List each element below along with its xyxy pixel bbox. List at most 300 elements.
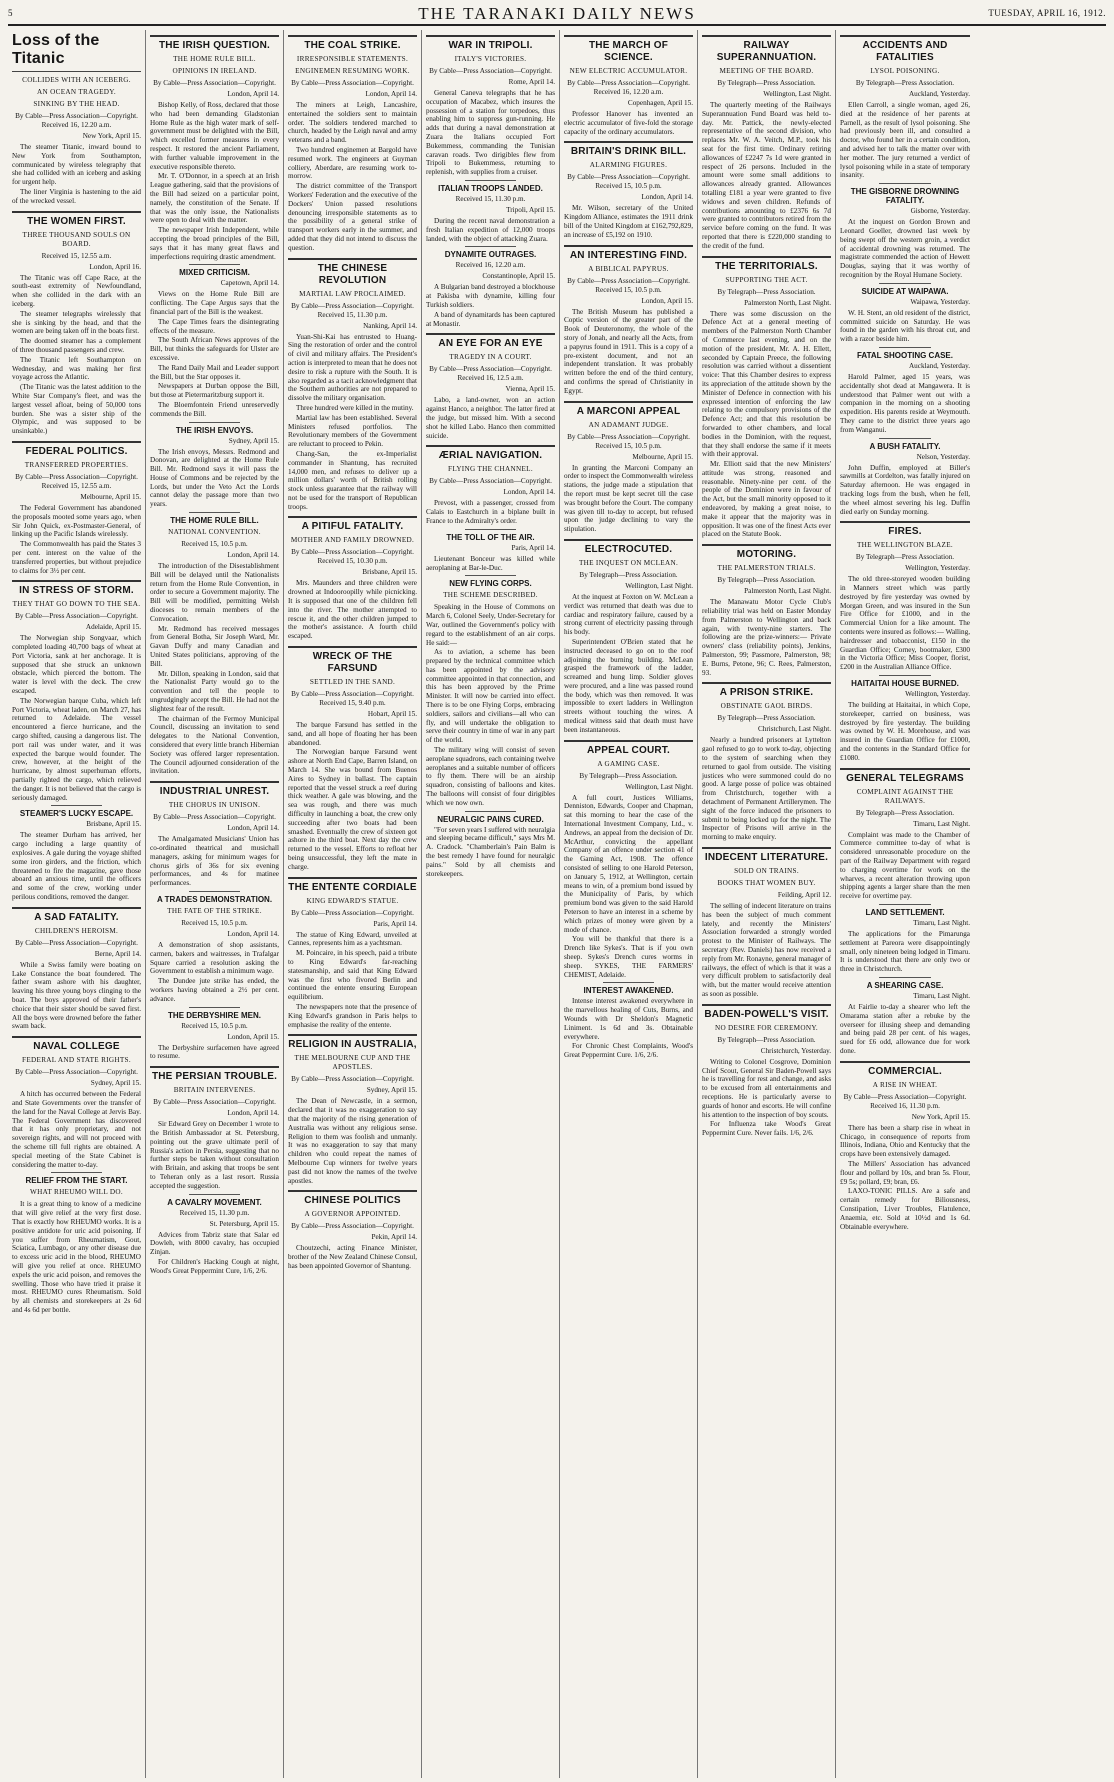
article-paragraph: W. H. Stent, an old resident of the district, committed suicide on Saturday. He was found in the garden with his throat cut, and with a razor beside him. (840, 308, 970, 344)
article-paragraph: Complaint was made to the Chamber of Commerce committee to-day of what is considered unreasonable procedure on the part of the Railway Department with regard to charging overtime for work on the wharves, a recent alteration throwing upon shipping agents a larger share than the men receive for overtime pay. (840, 830, 970, 901)
article-subheading: OPINIONS IN IRELAND. (172, 67, 257, 75)
article-paragraph: The miners at Leigh, Lancashire, entertained the soldiers sent to maintain order. The soldiers tendered marched to church, headed by the Leigh naval and army veterans and a band. (288, 101, 417, 145)
article-headline: THE TOLL OF THE AIR. (446, 532, 535, 542)
article-subheading: THE HOME RULE BILL. (173, 55, 256, 63)
article-headline: A TRADES DEMONSTRATION. (156, 894, 273, 904)
article-byline: By Cable—Press Association—Copyright. (15, 938, 138, 947)
article-subheading: MEETING OF THE BOARD. (719, 67, 814, 75)
article-subheading: AN ADAMANT JUDGE. (588, 420, 669, 429)
article-byline: By Cable—Press Association—Copyright. Received 16, 12.5 a.m. (429, 365, 552, 383)
article-headline: THE CHINESE REVOLUTION (317, 262, 388, 286)
article (288, 35, 417, 253)
article-paragraph: The Titanic was off Cape Race, at the south-east extremity of Newfoundland, when she collided in the dark with an iceberg. (12, 273, 141, 308)
article-paragraph: Three hundred were killed in the mutiny. (296, 403, 414, 412)
article-subheading: THE WELLINGTON BLAZE. (856, 541, 954, 550)
article-paragraph: The steamer telegraphs wirelessly that she is sinking by the head, and that the women are being taken off in the boats first. (12, 309, 141, 336)
article-headline: LAND SETTLEMENT. (865, 908, 945, 918)
article-headline: NEURALGIC PAINS CURED. (437, 814, 544, 824)
article-paragraph: General Caneva telegraphs that he has occupation of Macabez, which insures the possession of a station for torpedoes, thus enabling him to suppress gun-running. He adds that during a naval demonstration at Zuara the Italians occupied Fort Bukemmess, commanding the Tunisian caravan roads. Two dirigibles flew from Tripoli to Bukemmess, returning to replenish, with supplies from a cruiser. (426, 89, 555, 177)
article-dateline: London, April 14. (227, 551, 279, 560)
column-rule (702, 544, 831, 546)
article-byline: By Cable—Press Association—Copyright. Received 15, 11.30 p.m. (291, 301, 414, 319)
article-paragraph: The South African News approves of the Bill, but thinks the safeguards for Ulster are excessive. (150, 336, 279, 362)
article (150, 1194, 279, 1276)
article-byline: By Cable—Press Association—Copyright. (429, 67, 552, 75)
article-subheading: THE PALMERSTON TRIALS. (717, 564, 816, 573)
article (150, 35, 279, 261)
article-dateline: Gisborne, Yesterday. (910, 207, 970, 216)
article (564, 740, 693, 980)
article-dateline: London, April 16. (89, 262, 141, 271)
article-headline: FIRES. (888, 526, 922, 538)
article (840, 904, 970, 974)
article-headline: MIXED CRITICISM. (179, 268, 250, 278)
article-dateline: Copenhagen, April 15. (627, 99, 693, 107)
article-paragraph: The Amalgamated Musicians' Union has co-ordinated theatrical and musichall managers, asking for minimum wages for chorus girls of 36s for six evening performances, and 4s for matinee performances. (150, 835, 279, 888)
article-paragraph: There was some discussion on the Defence Act at a general meeting of members of the Palmerston North Chamber of Commerce last evening, and on the motion of the president, Mr. A. H. Ellett, seconded by Captain Preece, the following resolution was carried without a dissentient voice: That this Chamber desires to express its appreciation of the attitude shown by the Minister of Defence in connection with his expressed intention of enforcing the law relating to the compulsory provisions of the Defence Act; and that this resolution be forwarded to other chambers, and local bodies in the Dominion, with the request, that they shall endorse the same if it meets with their approval. (702, 309, 831, 459)
article-headline: ITALIAN TROOPS LANDED. (438, 183, 543, 193)
article-subheading: THE CHORUS IN UNISON. (168, 801, 261, 810)
section-divider (879, 977, 931, 978)
article-byline: By Telegraph—Press Association. (855, 79, 955, 87)
article-subheading: TRAGEDY IN A COURT. (449, 353, 532, 362)
article-paragraph: Professor Hanover has invented an electric accumulator of five-fold the storage capacity of the ordinary accumulators. (564, 110, 693, 136)
article-byline: By Telegraph—Press Association. (717, 714, 816, 723)
article-subheading: KING EDWARD'S STATUE. (306, 896, 399, 905)
article-dateline: Pekin, April 14. (371, 1233, 417, 1242)
column-rule (288, 516, 417, 518)
article-headline: RAILWAY SUPERANNUATION. (716, 40, 817, 63)
article-headline: A BUSH FATALITY. (869, 441, 941, 451)
article-subheading: FEDERAL AND STATE RIGHTS. (22, 1056, 131, 1065)
column-rule (426, 35, 555, 37)
article-dateline: Palmerston North, Last Night. (744, 298, 831, 307)
article (702, 256, 831, 540)
article (150, 1066, 279, 1190)
article-byline: By Telegraph—Press Association. (579, 771, 678, 780)
article-paragraph: The Federal Government has abandoned the proposals mooted some years ago, when Sir John Quick, ex-Postmaster-General, of linking up the Pacific Islands wirelessly. (12, 503, 141, 539)
news-column (698, 30, 836, 1778)
section-divider (879, 904, 931, 905)
article (12, 1036, 141, 1169)
article-byline: By Cable—Press Association—Copyright. (153, 813, 276, 822)
article-byline: By Telegraph—Press Association. (717, 1035, 816, 1044)
article-headline: ELECTROCUTED. (584, 543, 673, 555)
article-paragraph: The district committee of the Transport Workers' Federation and the executive of the Dockers' Union passed resolutions denouncing irresponsible statements as to the possibility of a general strike of transport workers early in the summer, and added that they did not intend to discuss the question. (288, 182, 417, 252)
article-dateline: London, April 14. (227, 824, 279, 833)
article (12, 1172, 141, 1314)
section-divider (189, 891, 241, 892)
article (288, 1190, 417, 1270)
article-headline: APPEAL COURT. (587, 744, 670, 756)
article-dateline: Nanking, April 14. (363, 321, 417, 330)
article-headline: THE TERRITORIALS. (715, 260, 818, 272)
article-dateline: Christchurch, Yesterday. (760, 1046, 831, 1055)
article (426, 445, 555, 525)
article-paragraph: Two hundred enginemen at Bargold have resumed work. The engineers at Guyman colliery, Aberdare, are resuming work to-morrow. (288, 145, 417, 181)
article-headline: A CAVALRY MOVEMENT. (167, 1197, 262, 1207)
article-byline: By Telegraph—Press Association. (855, 553, 955, 562)
section-divider (879, 675, 931, 676)
article (840, 347, 970, 435)
article-headline: IN STRESS OF STORM. (19, 585, 134, 597)
article-paragraph: Nearly a hundred prisoners at Lyttelton gaol refused to go to work to-day, objecting to the system of searching when they returned to gaol from outside. The visiting justices who were summoned could do no good. A large posse of police was obtained from Christchurch, together with a detachment of Permanent Artillerymen. The sight of the force induced the prisoners to submit to being locked up for the night. The Inspector of Prisons will arrive in the morning to make enquiry. (702, 736, 831, 842)
article (840, 183, 970, 280)
article-headline: WAR IN TRIPOLI. (448, 40, 533, 51)
article-dateline: London, April 14. (227, 90, 279, 98)
article-dateline: London, April 15. (641, 296, 693, 305)
article-paragraph: Intense interest awakened everywhere in the marvellous healing of Cuts, Burns, and Wounds with Dr Sheldon's Magnetic Liniment. 1s 6d and 3s. Obtainable everywhere. (564, 997, 693, 1041)
article-paragraph: The Rand Daily Mail and Leader support the Bill, but the Star opposes it. (150, 363, 279, 381)
article-paragraph: At Fairlie to-day a shearer who left the Omarama station after a rebuke by the overseer for illusing sheep and demanding and being paid 28 per cent. of his wages, sued for £6 odd, allowance due for work done. (840, 1003, 970, 1055)
article-dateline: Wellington, Yesterday. (905, 690, 970, 699)
column-rule (564, 245, 693, 247)
section-divider (879, 438, 931, 439)
article-headline: MOTORING. (736, 549, 797, 561)
article (564, 141, 693, 239)
article-headline: WRECK OF THE FARSUND (312, 651, 393, 675)
article-byline: By Telegraph—Press Association. (717, 576, 816, 585)
article (12, 580, 141, 802)
article-byline: By Cable—Press Association—Copyright. (153, 1098, 276, 1107)
article-headline: RELIGION IN AUSTRALIA, (288, 1039, 417, 1051)
article (426, 529, 555, 573)
article (702, 35, 831, 251)
column-rule (564, 401, 693, 403)
article-dateline: New York, April 15. (911, 1112, 970, 1121)
article-dateline: Nelson, Yesterday. (916, 452, 970, 461)
news-column (422, 30, 560, 1778)
column-rule (840, 768, 970, 770)
article-subheading: CHILDREN'S HEROISM. (34, 926, 119, 935)
article-byline: By Cable—Press Association—Copyright. Received 16, 11.30 p.m. (843, 1092, 967, 1110)
article-paragraph: The liner Virginia is hastening to the aid of the wrecked vessel. (12, 187, 141, 205)
article (288, 646, 417, 872)
article-headline: NEW FLYING CORPS. (449, 579, 532, 589)
article-paragraph: The Norwegian barque Farsund went ashore at North End Cape, Barren Island, on March 14. She was bound from Buenos Aires to Sydney in ballast. The captain reported that the vessel struck a reef during thick weather. A gale was blowing, and the sea was rough, and there was much difficulty in launching a boat, the crew only succeeding after two boats had been smashed. Eventually the crew of sixteen got ashore in the third boat. Next day the crew returned to the vessel. Efforts to refloat her being unsuccessful, they left the mate in charge. (288, 748, 417, 871)
article-dateline: Sydney, April 15. (90, 1079, 141, 1088)
column-rule (564, 35, 693, 37)
article-dateline: Tripoli, April 15. (506, 205, 555, 214)
article (840, 521, 970, 672)
article-byline: By Cable—Press Association—Copyright. Received 15, 10.5 p.m. (567, 432, 690, 450)
section-divider (189, 1194, 241, 1195)
article-paragraph: The introduction of the Disestablishment Bill will be delayed until the Nationalists return from the Home Rule Convention, in order to secure a Government majority. The Bill will be modified, permitting Welsh dioceses to remain members of the Convocation. (150, 562, 279, 623)
article (12, 211, 141, 436)
column-rule (564, 740, 693, 742)
article-subheading: A BIBLICAL PAPYRUS. (588, 264, 669, 273)
article-paragraph: The old three-storeyed wooden building in Manners street which was partly destroyed by fire yesterday was owned by Morgan Green, and was insured in the Sun Fire Office for £1000, and in the Commercial Union for a like amount. The contents were insured as follows:— Walling, hairdresser and tobacconist, £150 in the Guardian Office; Corney, bootmaker, £300 in the Victoria Office; Miss Cooper, florist, £200 in the Australian Alliance Office. (840, 575, 970, 672)
newspaper-title: THE TARANAKI DAILY NEWS (418, 4, 696, 23)
masthead (8, 4, 1106, 26)
column-rule (12, 441, 141, 443)
article-dateline: Paris, April 14. (511, 543, 555, 552)
article-headline: FEDERAL POLITICS. (25, 445, 128, 457)
article-paragraph: The Irish envoys, Messrs. Redmond and Donovan, are delighted at the Home Rule Bill. Mr. Redmond says it will pass the House of Commons and be rejected by the Lords, but under the Veto Act the Lords cannot delay the passage more than two years. (150, 447, 279, 509)
column-rule (288, 35, 417, 37)
article-dateline: London, April 14. (227, 1109, 279, 1118)
article-headline: THE DERBYSHIRE MEN. (168, 1010, 261, 1020)
article-subheading: IRRESPONSIBLE STATEMENTS. (296, 55, 409, 63)
article (564, 245, 693, 396)
article (150, 1007, 279, 1062)
article-byline: By Cable—Press Association—Copyright. (153, 79, 276, 87)
article (564, 982, 693, 1060)
article-byline: By Cable—Press Association—Copyright. Received 15, 9.40 p.m. (291, 690, 414, 708)
article-subheading: THEY THAT GO DOWN TO THE SEA. (12, 600, 141, 609)
article-paragraph: A Bulgarian band destroyed a blockhouse at Pakisba with dynamite, killing four Turkish soldiers. (426, 283, 555, 309)
article-paragraph: The Titanic left Southampton on Wednesday, and was making her first voyage across the Atlantic. (12, 355, 141, 382)
issue-date: TUESDAY, APRIL 16, 1912. (988, 8, 1106, 18)
article-paragraph: The Manawatu Motor Cycle Club's reliability trial was held on Easter Monday from Palmerston to Wellington and back again, with twenty-nine starters. The following are the prize-winners:— Private owners' class (reliability points), Jenkins, Palmerston, 99; Passmore, Palmerston, 98; E. Burns, Petone, 96; C. Rees, Palmerston, 93. (702, 598, 831, 677)
article-paragraph: Mr. Dillon, speaking in London, said that the Nationalist Party would go to the convention and tell the people to ungrudgingly accept the Bill. He had not the slightest fear of the result. (150, 669, 279, 713)
article-headline: THE GISBORNE DROWNING FATALITY. (850, 187, 960, 206)
article-paragraph: There has been a sharp rise in wheat in Chicago, in consequence of reports from Illinois, Indiana, Ohio and Kentucky that the crops have been extensively damaged. (840, 1123, 970, 1159)
article (288, 258, 417, 512)
article-byline: By Cable—Press Association—Copyright. Received 15, 10.30 p.m. (291, 548, 414, 566)
section-divider (465, 811, 517, 812)
article-paragraph: Advices from Tabriz state that Salar ed Dowleh, with 8000 cavalry, has occupied Zinjan. (150, 1230, 279, 1257)
article-paragraph: The Norwegian barque Cuba, which left Port Victoria, wheat laden, on March 27, has returned to Adelaide. The vessel encountered a fierce hurricane, and the cargo shifted, causing a dangerous list. The port rail was under water, and it was expected the barque would founder. The crew, however, at the height of the hurricane, by almost superhuman efforts, partially righted the cargo, which relieved the danger. It is not believed that the cargo is seriously damaged. (12, 696, 141, 802)
article-dateline: Auckland, Yesterday. (908, 90, 970, 98)
article-paragraph: The Cape Times fears the disintegrating effects of the measure. (150, 317, 279, 335)
article (12, 32, 141, 206)
article-headline: THE IRISH ENVOYS. (175, 425, 254, 435)
article-subheading: A RISE IN WHEAT. (872, 1080, 938, 1089)
article-paragraph: Chang-San, the ex-Imperialist commander in Shantung, has recruited 14,000 men, and refuses to deliver up a million dollars' worth of British rolling stock unless guarantee that the railway will not be used for the transport of Republican troops. (288, 449, 417, 511)
article-headline: SUICIDE AT WAIPAWA. (861, 286, 949, 296)
article-paragraph: For Chronic Chest Complaints, Wood's Great Peppermint Cure. 1/6, 2/6. (564, 1042, 693, 1060)
column-rule (840, 521, 970, 523)
article-paragraph: The steamer Titanic, inward bound to New York from Southampton, communicated by wireless telegraphy that she had collided with an iceberg and asking for urgent help. (12, 143, 141, 187)
article-dateline: Waipawa, Yesterday. (910, 297, 970, 306)
article-paragraph: "For seven years I suffered with neuralgia and sleeping became difficult," says Mrs M. A. Cradock. "Chamberlain's Pain Balm is the best remedy I have found for neuralgic pains." Sold by all chemists and storekeepers. (426, 825, 555, 878)
article-headline: A MARCONI APPEAL (576, 405, 681, 417)
article-subheading: AN OCEAN TRAGEDY. (37, 88, 116, 96)
article (288, 877, 417, 1030)
article (702, 847, 831, 999)
article-subheading: COLLIDES WITH AN ICEBERG. (22, 76, 131, 84)
article-paragraph: A hitch has occurred between the Federal and State Governments over the transfer of the land for the Naval College at Jervis Bay. The Federal Government has discovered that it has only proprietary, and not sovereign rights, and will not proceed with the scheme till full rights are obtained. A special meeting of the State Cabinet is considering the matter to-day. (12, 1090, 141, 1169)
article-byline: By Cable—Press Association—Copyright. Received 15, 10.5 p.m. (567, 173, 690, 191)
article (12, 907, 141, 1031)
page-number: 5 (8, 8, 13, 18)
section-divider (465, 246, 517, 247)
article (426, 811, 555, 879)
article-dateline: Wellington, Last Night. (763, 90, 831, 98)
article-dateline: Timaru, Last Night. (913, 819, 970, 828)
column-rule (288, 877, 417, 879)
article (150, 264, 279, 418)
article-headline: INDECENT LITERATURE. (704, 852, 829, 863)
article-headline: THE MARCH OF SCIENCE. (588, 40, 669, 63)
article-dateline: Brisbane, April 15. (362, 568, 417, 577)
article-headline: THE PERSIAN TROUBLE. (151, 1071, 278, 1083)
article-headline: THE ENTENTE CORDIALE (288, 881, 417, 893)
column-rule (702, 35, 831, 37)
section-divider (603, 982, 655, 983)
article-subheading: A GOVERNOR APPOINTED. (304, 1210, 401, 1219)
article-byline: Received 15, 11.30 p.m. (179, 1208, 250, 1217)
article-paragraph: The selling of indecent literature on trains has been the subject of much comment lately, and recently the Ministers' Association forwarded a strongly worded protest to the Minister of Railways. The secretary (Rev. Daniels) has now received a reply from Mr. Ronayne, general manager of railways, the effect of which is that it was a very difficult problem to satisfactorily deal with, but the matter would receive attention as soon as possible. (702, 902, 831, 998)
article-byline: Received 15, 10.5 p.m. (181, 540, 248, 549)
article-paragraph: (The Titanic was the latest addition to the White Star Company's fleet, and was the largest vessel afloat, being of 50,000 tons burden. She was a sister ship of the Olympic, and was supposed to be unsinkable.) (12, 383, 141, 436)
column-rule (702, 682, 831, 684)
article (840, 768, 970, 901)
column-rule (288, 258, 417, 260)
news-column (284, 30, 422, 1778)
article-dateline: Wellington, Yesterday. (905, 564, 970, 573)
article-paragraph: Labo, a land-owner, won an action against Hanco, a neighbor. The latter fired at the judge, but missed him. With a second shot he killed Labo. Hanco then committed suicide. (426, 396, 555, 440)
article-subheading: NEW ELECTRIC ACCUMULATOR. (569, 67, 688, 75)
column-rule (12, 211, 141, 213)
article (288, 1034, 417, 1185)
article-headline: THE WOMEN FIRST. (27, 215, 126, 227)
article-headline: RELIEF FROM THE START. (25, 1176, 128, 1186)
article-dateline: London, April 14. (641, 193, 693, 202)
article-paragraph: The doomed steamer has a complement of three thousand passengers and crew. (12, 337, 141, 354)
article (564, 539, 693, 735)
article-dateline: Vienna, April 15. (505, 385, 555, 394)
article-dateline: Hobart, April 15. (367, 710, 417, 719)
article (564, 401, 693, 534)
article-subheading: THE MELBOURNE CUP AND THE APOSTLES. (294, 1054, 411, 1072)
article-paragraph: LAXO-TONIC PILLS. Are a safe and certain remedy for Biliousness, Constipation, Liver Troubles, Flatulence, Anaemia, etc. Sold at 10½d and 1s 6d. Obtainable everywhere. (840, 1187, 970, 1231)
article (426, 333, 555, 440)
article-paragraph: Superintendent O'Brien stated that he instructed deceased to go on to the roof adjoining the burning building. McLean grasped the framework of the ladder, screamed and hung limp. Soldier gloves were procured, and a line was passed round the body, which was then removed. It was impossible to exert ladders in Wellington streets without touching the wires. A medical witness said that death must have been instantaneous. (564, 637, 693, 734)
section-divider (189, 422, 241, 423)
section-divider (189, 264, 241, 265)
article-paragraph: Mr. Elliott said that the new Ministers' attitude was strong, reasoned and reasonable. Ninety-nine per cent. of the people of the Dominion were in favour of the Act, but the small minority opposed to it endeavored, by making a great noise, to make it appear that the majority was in opposition. It was one of the finest Acts ever placed on the Statute Book. (702, 460, 831, 539)
article-headline: Loss of the Titanic (12, 32, 141, 72)
article-headline: BADEN-POWELL'S VISIT. (704, 1008, 829, 1020)
article-headline: THE HOME RULE BILL. (170, 516, 259, 526)
article-paragraph: Views on the Home Rule Bill are conflicting. The Cape Argus says that the financial part of the Bill is the weakest. (150, 290, 279, 316)
article-headline: THE COAL STRIKE. (304, 40, 401, 51)
article (564, 35, 693, 136)
article-byline: By Cable—Press Association—Copyright. (15, 1068, 138, 1077)
article-subheading: THE SCHEME DESCRIBED. (443, 591, 538, 600)
article (150, 781, 279, 888)
article-dateline: New York, April 15. (82, 132, 141, 140)
article-headline: HAITAITAI HOUSE BURNED. (851, 679, 959, 689)
article-paragraph: The chairman of the Fermoy Municipal Council, discussing an invitation to send delegates to the National Convention, considered that every little branch Hibernian Society was offered larger representation. The Council adjourned consideration of the invitation. (150, 714, 279, 776)
article (702, 544, 831, 677)
article-dateline: London, April 15. (227, 1032, 279, 1041)
article-byline: By Cable—Press Association—Copyright. (291, 1075, 414, 1084)
article-headline: ACCIDENTS AND FATALITIES (862, 40, 948, 63)
article-dateline: Palmerston North, Last Night. (744, 587, 831, 596)
column-rule (12, 907, 141, 909)
section-divider (465, 529, 517, 530)
article-dateline: London, April 14. (365, 90, 417, 98)
article-paragraph: Speaking in the House of Commons on March 6, Colonel Seely, Under-Secretary for War, outlined the Government's policy with regard to the establishment of an air corps. He said:— (426, 603, 555, 647)
column-rule (840, 35, 970, 37)
article-subheading: OBSTINATE GAOL BIRDS. (720, 702, 813, 711)
article-headline: INTEREST AWAKENED. (583, 986, 674, 996)
article-paragraph: Ellen Carroll, a single woman, aged 26, died at the residence of her parents at Parnell, as the result of lysol poisoning. She had previously been ill, and consulted a doctor, who found her in a certain condition, and advised her to talk the matter over with her mother. The jury returned a verdict of lysol poisoning while in a state of temporary insanity. (840, 101, 970, 180)
article-paragraph: The barque Farsund has settled in the sand, and all hope of floating her has been abandoned. (288, 721, 417, 747)
article-byline: Received 15, 12.55 a.m. (41, 251, 112, 260)
article-subheading: ALARMING FIGURES. (589, 161, 668, 170)
column-rule (564, 141, 693, 143)
article-paragraph: As to aviation, a scheme has been prepared by the technical committee which has been appointed by the advisory committee appointed in that connection, and this has been approved by the Prime Minister. It will now be carried into effect. There is to be one Flying Corps, embracing soldiers, sailors and civilians—all who can fly, and will undertake the obligation to serve their country in time of war in any part of the world. (426, 648, 555, 745)
section-divider (879, 347, 931, 348)
article-dateline: Brisbane, April 15. (86, 820, 141, 829)
article-paragraph: Mr. Wilson, secretary of the United Kingdom Alliance, estimates the 1911 drink bill of the United Kingdom at £162,792,829, an increase of £5,192 on 1910. (564, 204, 693, 239)
article-subheading: MOTHER AND FAMILY DROWNED. (290, 536, 415, 545)
article-paragraph: John Duffin, employed at Biller's sawmills at Cordelton, was fatally injured on Saturday afternoon. He was engaged in tracking logs from the bush, when he fell, the wheel almost severing his leg. Duffin died early on Sunday morning. (840, 463, 970, 516)
article-dateline: Wellington, Last Night. (625, 782, 693, 791)
article-paragraph: Yuan-Shi-Kai has entrusted to Huang-Sing the restoration of order and the control of civil and military affairs. The President's action is interpreted to mean that he does not desire to risk a rupture with the South. It is also regarded as a tacit acknowledgment that the Southern authorities are not prepared to dissolve the military organisation. (288, 332, 417, 403)
article (840, 438, 970, 517)
article-subheading: SOLD ON TRAINS. (734, 867, 799, 875)
article-subheading: NO DESIRE FOR CEREMONY. (714, 1023, 818, 1032)
article (12, 805, 141, 901)
section-divider (879, 183, 931, 184)
article-dateline: Berne, April 14. (94, 949, 141, 958)
article (426, 180, 555, 243)
article (12, 441, 141, 575)
article-paragraph: The applications for the Pimarunga settlement at Pareora were disappointingly small, only nineteen being lodged in Timaru. It is understood that there are only two or three in Christchurch. (840, 930, 970, 974)
article-paragraph: Lieutenant Bonceur was killed while aeroplaning at Bar-le-Duc. (426, 554, 555, 572)
article-paragraph: A band of dynamitards has been captured at Monastir. (426, 310, 555, 328)
column-rule (564, 539, 693, 541)
article-byline: By Cable—Press Association—Copyright. Received 16, 12.20 a.m. (15, 112, 138, 129)
column-rule (150, 35, 279, 37)
column-rule (150, 1066, 279, 1068)
news-column (146, 30, 284, 1778)
article-paragraph: You will be thankful that there is a Drench like Sykes's. That is if you own sheep. Sykes's Drench cures worms in sheep. SYKES, THE FARMERS' CHEMIST, Adelaide. (564, 935, 693, 979)
article-paragraph: A demonstration of shop assistants, carmen, bakers and waitresses, in Trafalgar Square carried a resolution asking the Government to establish a minimum wage. (150, 940, 279, 976)
article-byline: By Telegraph—Press Association. (717, 79, 816, 87)
article (840, 1061, 970, 1232)
article-subheading: WHAT RHEUMO WILL DO. (30, 1188, 123, 1197)
news-column (560, 30, 698, 1778)
article (426, 35, 555, 177)
article-dateline: Sydney, April 15. (228, 436, 279, 445)
article-paragraph: The newspaper Irish Independent, while accepting the broad principles of the Bill, says that it has many great flaws and imperfections requiring drastic amendment. (150, 226, 279, 261)
article-paragraph: Mr. Redmond has received messages from General Botha, Sir Joseph Ward, Mr. Gavan Duffy and many Canadian and United States politicians, approving of the Bill. (150, 624, 279, 668)
article-paragraph: The Derbyshire surfacemen have agreed to resume. (150, 1043, 279, 1061)
article-subheading: LYSOL POISONING. (870, 67, 940, 75)
article-dateline: Feilding, April 12. (777, 891, 831, 899)
article-paragraph: Mrs. Maunders and three children were drowned at Indooroopilly while picnicking. It is supposed that one of the children fell into the river. The mother attempted to rescue it, and the other children jumped to the mother's assistance. A fourth child escaped. (288, 579, 417, 641)
article-subheading: A GAMING CASE. (597, 759, 660, 768)
article-headline: ÆRIAL NAVIGATION. (438, 450, 543, 462)
section-divider (465, 180, 517, 181)
article-subheading: MARTIAL LAW PROCLAIMED. (299, 289, 406, 298)
article (840, 35, 970, 180)
article-headline: A PITIFUL FATALITY. (301, 521, 404, 533)
article-paragraph: In granting the Marconi Company an order to inspect the Commonwealth wireless stations, the judge made a stipulation that the report must be kept secret till the case was brought before the Court. The company was given till to-day to accept, but refused upon the judge declining to vary the stipulation. (564, 463, 693, 534)
article-dateline: Christchurch, Last Night. (757, 725, 831, 734)
article-headline: INDUSTRIAL UNREST. (159, 786, 270, 798)
article-dateline: Wellington, Last Night. (625, 581, 693, 590)
article-dateline: Adelaide, April 15. (85, 623, 141, 632)
article-paragraph: Prevost, with a passenger, crossed from Calais to Eastchurch in a biplane built in France to the Admiralty's order. (426, 499, 555, 525)
article-paragraph: The statue of King Edward, unveiled at Cannes, represents him as a yachtsman. (288, 930, 417, 948)
column-rule (426, 333, 555, 335)
article-paragraph: While a Swiss family were boating on Lake Constance the boat foundered. The father swam ashore with his daughter, leaving his three young boys clinging to the boat. The boys approved of their father's choice that their sister should be saved first. All the boys were drowned before the father swam back. (12, 960, 141, 1031)
article-subheading: BRITAIN INTERVENES. (173, 1086, 256, 1095)
article-subheading: COMPLAINT AGAINST THE RAILWAYS. (856, 787, 954, 805)
article (840, 675, 970, 763)
article-dateline: Rome, April 14. (508, 78, 555, 86)
article-byline: By Telegraph—Press Association. (855, 808, 955, 817)
article (288, 516, 417, 641)
column-rule (840, 1061, 970, 1063)
